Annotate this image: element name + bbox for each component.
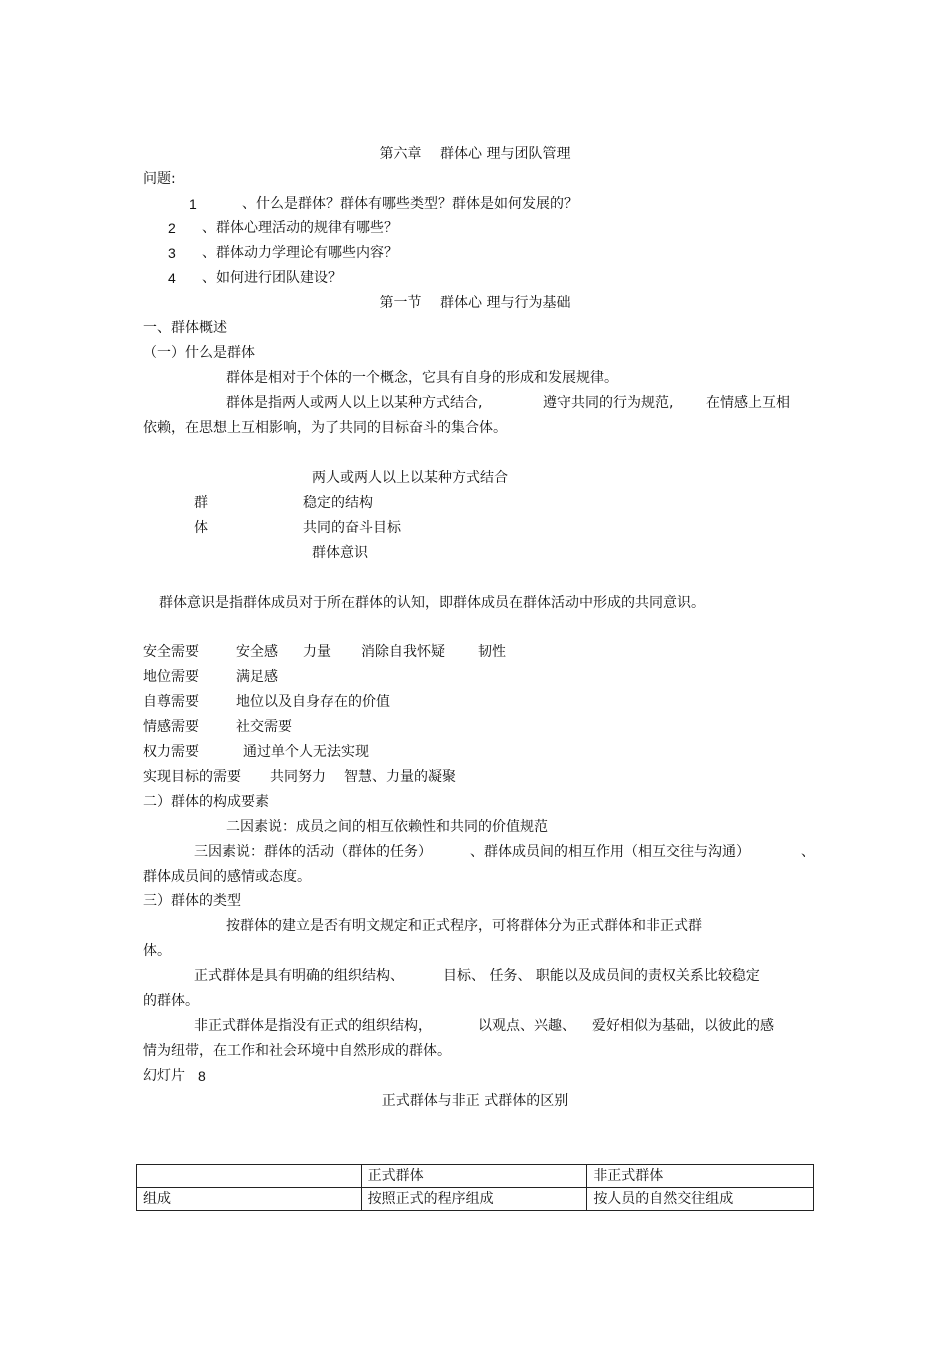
paragraph: 体。 (143, 943, 171, 959)
need-item: 地位以及自身存在的价值 (236, 694, 390, 710)
slide-label: 幻灯片 (143, 1068, 185, 1084)
paragraph: 正式群体是具有明确的组织结构、 (194, 968, 404, 984)
question-number: 2 (168, 220, 176, 236)
paragraph: 按群体的建立是否有明文规定和正式程序，可将群体分为正式群体和非正式群 (226, 918, 702, 934)
need-item: 力量 (303, 644, 331, 660)
paragraph: 依赖，在思想上互相影响，为了共同的目标奋斗的集合体。 (143, 420, 507, 436)
paragraph: 三因素说：群体的活动（群体的任务） (194, 844, 432, 860)
comparison-table (136, 1164, 814, 1211)
paragraph: 以观点、兴趣、 (478, 1018, 576, 1034)
paragraph: 、 (801, 844, 815, 860)
paragraph: 情为纽带，在工作和社会环境中自然形成的群体。 (143, 1043, 451, 1059)
chapter-title: 第六章 群体心 理与团队管理 (379, 146, 571, 162)
questions-label: 问题: (143, 171, 176, 187)
paragraph: 群体意识是指群体成员对于所在群体的认知，即群体成员在群体活动中形成的共同意识。 (159, 595, 705, 611)
need-name: 地位需要 (143, 669, 199, 685)
diagram-item: 共同的奋斗目标 (303, 520, 401, 536)
table-row (137, 1188, 814, 1211)
paragraph: 群体是指两人或两人以上以某种方式结合, (226, 395, 483, 411)
need-item: 智慧、力量的凝聚 (344, 769, 456, 785)
paragraph: 群体成员间的感情或态度。 (143, 869, 311, 885)
paragraph: 遵守共同的行为规范, (543, 395, 674, 411)
question-text: 、群体动力学理论有哪些内容？ (202, 245, 398, 261)
need-name: 权力需要 (143, 744, 199, 760)
question-text: 、什么是群体？群体有哪些类型？群体是如何发展的？ (242, 196, 578, 212)
need-item: 安全感 (236, 644, 278, 660)
question-text: 、如何进行团队建设？ (202, 270, 342, 286)
table-cell: 按照正式的程序组成 (361, 1188, 587, 1211)
need-item: 社交需要 (236, 719, 292, 735)
table-header-cell (137, 1165, 362, 1188)
table-cell: 按人员的自然交往组成 (587, 1188, 814, 1211)
table-header-row (137, 1165, 814, 1188)
paragraph: 的群体。 (143, 993, 199, 1009)
question-number: 1 (189, 196, 197, 212)
slide-number: 8 (198, 1068, 206, 1084)
need-name: 安全需要 (143, 644, 199, 660)
need-item: 消除自我怀疑 (361, 644, 445, 660)
paragraph: 非正式群体是指没有正式的组织结构， (194, 1018, 432, 1034)
need-name: 情感需要 (143, 719, 199, 735)
question-number: 3 (168, 245, 176, 261)
paragraph: 目标、 任务、 职能以及成员间的责权关系比较稳定 (443, 968, 760, 984)
section-title: 第一节 群体心 理与行为基础 (379, 295, 571, 311)
need-name: 自尊需要 (143, 694, 199, 710)
heading-3: 三）群体的类型 (143, 893, 241, 909)
need-name: 实现目标的需要 (143, 769, 241, 785)
table-header-cell: 非正式群体 (587, 1165, 814, 1188)
need-item: 共同努力 (270, 769, 326, 785)
diagram-item: 群体意识 (312, 545, 368, 561)
paragraph: 在情感上互相 (706, 395, 790, 411)
heading-2: 二）群体的构成要素 (143, 794, 269, 810)
need-item: 韧性 (478, 644, 506, 660)
need-item: 满足感 (236, 669, 278, 685)
diagram-left-char: 群 (194, 495, 208, 511)
diagram-left-char: 体 (194, 520, 208, 536)
question-text: 、群体心理活动的规律有哪些？ (202, 220, 398, 236)
diagram-item: 稳定的结构 (303, 495, 373, 511)
table-title: 正式群体与非正 式群体的区别 (381, 1093, 569, 1109)
diagram-item: 两人或两人以上以某种方式结合 (312, 470, 508, 486)
paragraph: 爱好相似为基础，以彼此的感 (592, 1018, 774, 1034)
paragraph: 群体是相对于个体的一个概念，它具有自身的形成和发展规律。 (226, 370, 618, 386)
heading-1: 一、群体概述 (143, 320, 227, 336)
table-cell: 组成 (137, 1188, 362, 1211)
table-header-cell: 正式群体 (361, 1165, 587, 1188)
paragraph: 二因素说：成员之间的相互依赖性和共同的价值规范 (226, 819, 548, 835)
paragraph: 、群体成员间的相互作用（相互交往与沟通） (470, 844, 750, 860)
question-number: 4 (168, 270, 176, 286)
need-item: 通过单个人无法实现 (243, 744, 369, 760)
heading-1-1: （一）什么是群体 (143, 345, 255, 361)
